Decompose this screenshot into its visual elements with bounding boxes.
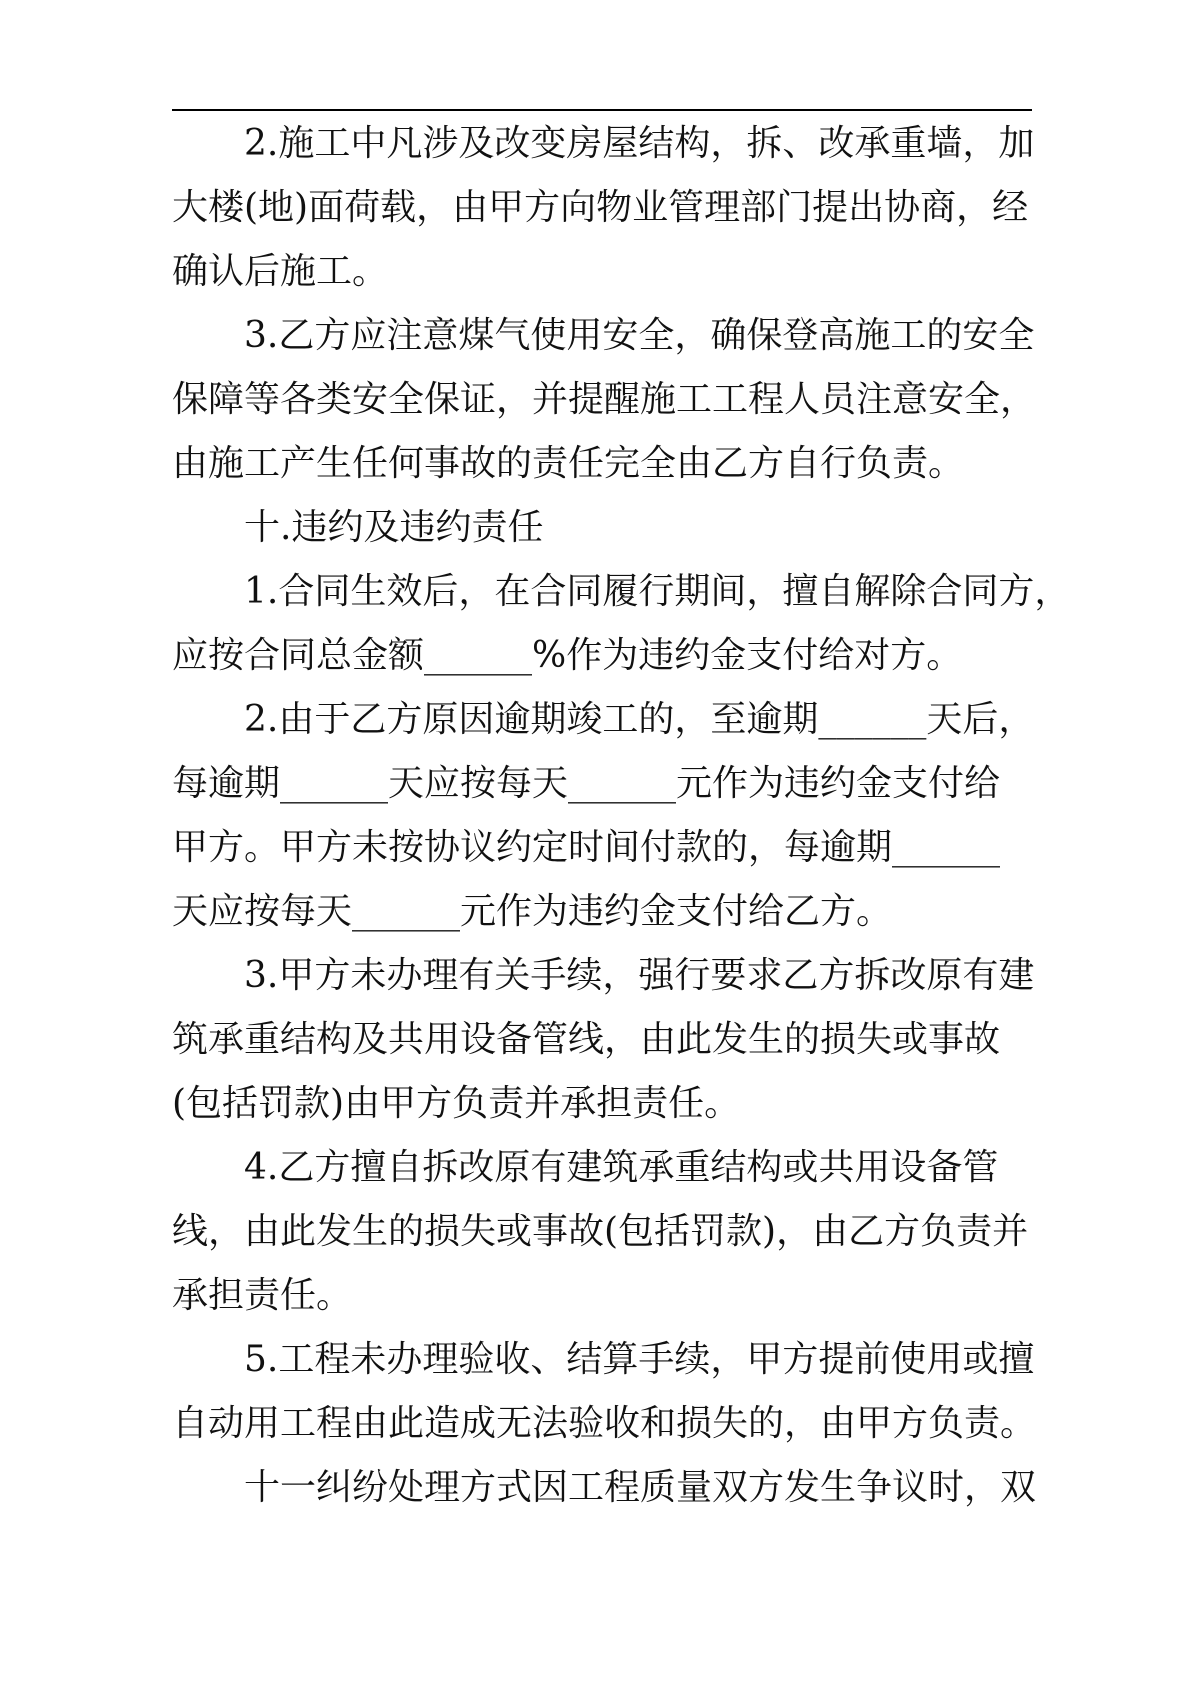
text-line: 每逾期______天应按每天______元作为违约金支付给 — [172, 763, 1001, 804]
text-line: (包括罚款)由甲方负责并承担责任。 — [172, 1083, 741, 1124]
text-line: 应按合同总金额______%作为违约金支付给对方。 — [172, 635, 963, 676]
text-line: 甲方。甲方未按协议约定时间付款的，每逾期______ — [172, 827, 1001, 868]
text-line: 3.乙方应注意煤气使用安全，确保登高施工的安全 — [244, 315, 1035, 356]
text-line: 2.由于乙方原因逾期竣工的，至逾期______天后， — [244, 699, 1035, 740]
paragraph-breach-5 — [172, 1328, 1037, 1456]
text-line: 3.甲方未办理有关手续，强行要求乙方拆改原有建 — [244, 955, 1035, 996]
text-line: 5.工程未办理验收、结算手续，甲方提前使用或擅 — [244, 1339, 1035, 1380]
text-line: 由施工产生任何事故的责任完全由乙方自行负责。 — [172, 443, 965, 484]
paragraph-breach-1 — [172, 560, 1071, 688]
paragraph-breach-4 — [172, 1136, 1034, 1328]
text-line: 筑承重结构及共用设备管线，由此发生的损失或事故 — [172, 1019, 1001, 1060]
header-rule — [172, 109, 1032, 111]
text-line: 承担责任。 — [172, 1275, 353, 1316]
paragraph-dispute — [172, 1456, 1037, 1520]
text-line: 天应按每天______元作为违约金支付给乙方。 — [172, 891, 893, 932]
heading-line: 十.违约及违约责任 — [244, 507, 544, 548]
text-line: 4.乙方擅自拆改原有建筑承重结构或共用设备管 — [244, 1147, 999, 1188]
paragraph-breach-3 — [172, 944, 1034, 1136]
text-line: 2.施工中凡涉及改变房屋结构，拆、改承重墙，加 — [244, 123, 1035, 164]
text-line: 保障等各类安全保证，并提醒施工工程人员注意安全， — [172, 379, 1037, 420]
text-line: 确认后施工。 — [172, 251, 389, 292]
section-heading-breach — [172, 496, 1034, 560]
text-line: 十一纠纷处理方式因工程质量双方发生争议时，双 — [244, 1467, 1037, 1508]
document-body — [172, 112, 1071, 1520]
text-line: 线，由此发生的损失或事故(包括罚款)，由乙方负责并 — [172, 1211, 1029, 1252]
text-line: 大楼(地)面荷载，由甲方向物业管理部门提出协商，经 — [172, 187, 1029, 228]
text-line: 1.合同生效后，在合同履行期间，擅自解除合同方， — [244, 571, 1071, 612]
paragraph-structure-change — [172, 112, 1034, 304]
paragraph-safety — [172, 304, 1037, 496]
paragraph-breach-2 — [172, 688, 1034, 944]
text-line: 自动用工程由此造成无法验收和损失的，由甲方负责。 — [172, 1403, 1037, 1444]
